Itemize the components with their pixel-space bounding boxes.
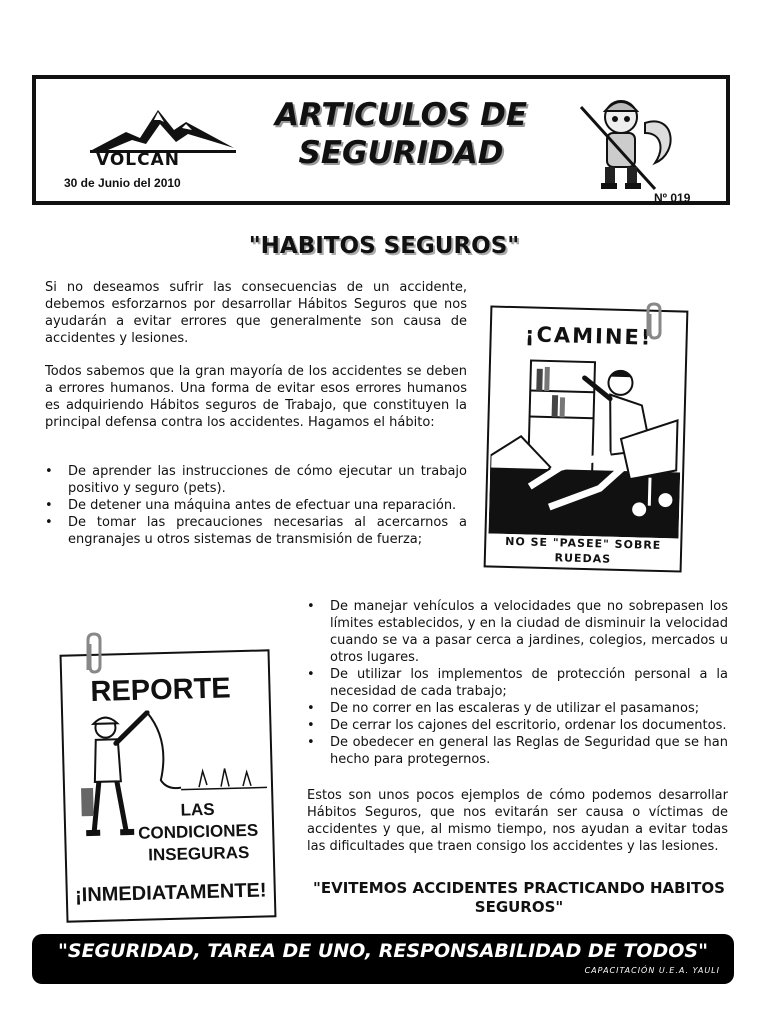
list-item: • De tomar las precauciones necesarias al acercarnos a engranajes u otros sistemas de transmisión de fuerza; <box>45 515 467 547</box>
footer-credit: CAPACITACIÓN U.E.A. YAULI <box>584 966 720 975</box>
poster-heading: ¡CAMINE! <box>524 322 653 350</box>
bullet-icon: • <box>45 464 53 479</box>
rolling-chair-illustration <box>488 356 683 539</box>
bullet-icon: • <box>307 667 315 682</box>
list-item: • De no correr en las escaleras y de utilizar el pasamanos; <box>307 701 700 716</box>
issue-date: 30 de Junio del 2010 <box>64 176 181 190</box>
intro-paragraph-1: Si no deseamos sufrir las consecuencias de un accidente, debemos esforzarnos por desarrollar Hábitos Seguros que nos ayudarán a evitar errores que generalmente son causa de accidentes y lesiones. <box>45 280 467 346</box>
poster-caption: ¡INMEDIATAMENTE! <box>74 879 267 907</box>
bullet-icon: • <box>307 701 315 716</box>
bullet-icon: • <box>307 735 315 750</box>
newsletter-title <box>236 96 566 172</box>
brand-name: VOLCAN <box>96 150 181 170</box>
closing-motto: "EVITEMOS ACCIDENTES PRACTICANDO HABITOS SEGUROS" <box>313 879 725 916</box>
article-heading: "HABITOS SEGUROS" <box>248 233 520 259</box>
poster-message: LAS CONDICIONES INSEGURAS <box>137 799 259 865</box>
list-item: • De utilizar los implementos de protección personal a la necesidad de cada trabajo; <box>307 667 728 699</box>
intro-paragraph-2: Todos sabemos que la gran mayoría de los accidentes se deben a errores humanos. Una forma de evitar esos errores humanos es adquiriendo Hábitos seguros de Trabajo, que constituyen la principal defensa contra los accidentes. Hagamos el hábito: <box>45 364 467 430</box>
footer-banner <box>32 934 734 984</box>
bullet-icon: • <box>307 718 315 733</box>
footer-slogan: "SEGURIDAD, TAREA DE UNO, RESPONSABILIDAD DE TODOS" <box>58 940 708 962</box>
bullet-icon: • <box>45 498 53 513</box>
reporte-poster <box>60 649 277 922</box>
habits-list-1 <box>45 463 467 548</box>
title-line-1: ARTICULOS DE <box>274 97 528 133</box>
poster-heading: REPORTE <box>90 672 232 708</box>
list-item: • De obedecer en general las Reglas de Seguridad que se han hecho para protegernos. <box>307 735 728 767</box>
issue-number: Nº 019 <box>654 191 691 205</box>
list-item: • De aprender las instrucciones de cómo ejecutar un trabajo positivo y seguro (pets). <box>45 464 467 496</box>
habits-list-2 <box>307 598 728 768</box>
bullet-icon: • <box>45 515 53 530</box>
paperclip-icon <box>640 302 668 342</box>
paperclip-icon <box>80 632 108 676</box>
closing-paragraph: Estos son unos pocos ejemplos de cómo podemos desarrollar Hábitos Seguros, que nos evitarán ser causa o víctimas de accidentes y que, al mismo tiempo, nos ayudan a evitar todas las dificultades que traen consigo los accidentes y las lesiones. <box>307 788 728 854</box>
poster-caption: NO SE "PASEE" SOBRE RUEDAS <box>505 534 662 566</box>
title-line-2: SEGURIDAD <box>298 135 504 171</box>
camine-poster <box>484 305 689 572</box>
squirrel-mascot-illustration <box>575 93 679 193</box>
list-item: • De detener una máquina antes de efectuar una reparación. <box>45 498 457 513</box>
list-item: • De cerrar los cajones del escritorio, ordenar los documentos. <box>307 718 727 733</box>
bullet-icon: • <box>307 599 315 614</box>
list-item: • De manejar vehículos a velocidades que no sobrepasen los límites establecidos, y en la ciudad de disminuir la velocidad cuando se va a pasar cerca a jardines, colegios, mercados u otros lugares. <box>307 599 728 665</box>
